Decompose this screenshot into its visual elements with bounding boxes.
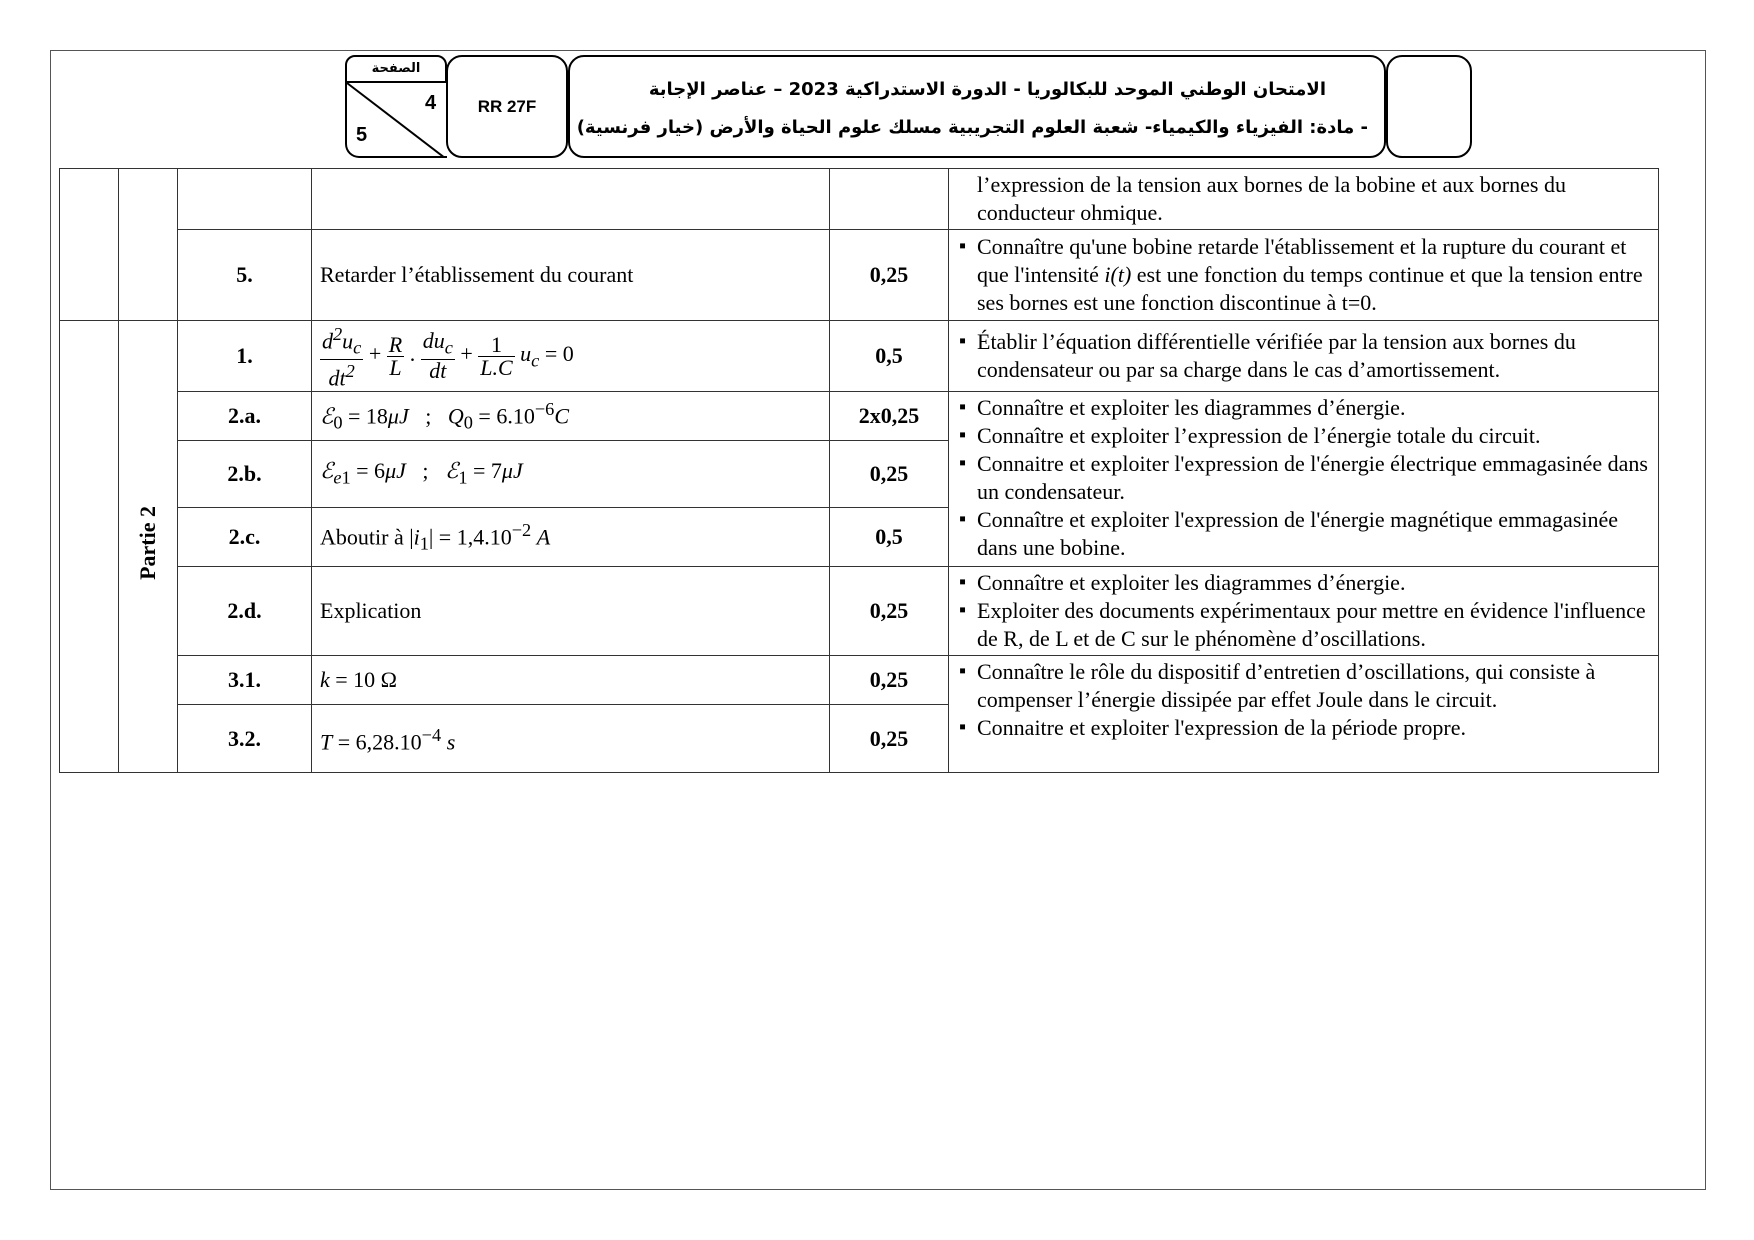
answer-formula: ℰ$_{e1}$ = 6μJ ; ℰ$_1$ = 7μJ bbox=[312, 441, 830, 508]
outer-margin-cell bbox=[60, 321, 119, 773]
page-label: الصفحة bbox=[345, 55, 447, 83]
carry-over-criterion: l’expression de la tension aux bornes de la bobine et aux bornes du conducteur ohmique. bbox=[949, 169, 1659, 230]
answer-formula: k = 10 Ω bbox=[312, 656, 830, 705]
points: 0,25 bbox=[830, 705, 949, 773]
question-number: 1. bbox=[178, 321, 312, 392]
page-total: 5 bbox=[356, 124, 368, 146]
part2-label: Partie 2 bbox=[135, 506, 160, 580]
answer-formula: $T = 6,28.10^{-4}$ s bbox=[312, 705, 830, 773]
exam-title-box bbox=[568, 55, 1386, 158]
criterion-energy-group: ▪ Connaître et exploiter les diagrammes d’énergie. ▪ Connaître et exploiter l’expression de l’énergie totale du circuit. ▪ Connaitre et exploiter l'expression de l'énergie électrique emmagasinée dans un condensateur. ▪ Connaître et exploiter l'expression de l'énergie magnétique emmagasinée dans une bobine. bbox=[949, 392, 1659, 567]
points: 2x0,25 bbox=[830, 392, 949, 441]
answer-text: Explication bbox=[312, 567, 830, 656]
criterion: ▪ Connaître et exploiter les diagrammes d’énergie. ▪ Exploiter des documents expérimentaux pour mettre en évidence l'influence de R, de L et de C sur le phénomène d’oscillations. bbox=[949, 567, 1659, 656]
exam-code-box bbox=[446, 55, 568, 158]
question-number: 2.c. bbox=[178, 508, 312, 567]
answer-formula: ℰ$_0$ = 18μJ ; $Q_0 = 6.10^{-6}C$ bbox=[312, 392, 830, 441]
exam-title-line2: - مادة: الفيزياء والكيمياء- شعبة العلوم التجريبية مسلك علوم الحياة والأرض (خيار فرنسية) bbox=[576, 117, 1368, 138]
points: 0,25 bbox=[830, 441, 949, 508]
exam-title-line1: الامتحان الوطني الموحد للبكالوريا - الدورة الاستدراكية 2023 – عناصر الإجابة bbox=[648, 79, 1326, 100]
part1-label-cell bbox=[119, 169, 178, 321]
outer-margin-cell bbox=[60, 169, 119, 321]
page-current: 4 bbox=[425, 92, 437, 114]
question-number: 2.b. bbox=[178, 441, 312, 508]
points: 0,5 bbox=[830, 508, 949, 567]
answer-text: Retarder l’établissement du courant bbox=[312, 230, 830, 321]
points: 0,5 bbox=[830, 321, 949, 392]
question-number: 5. bbox=[178, 230, 312, 321]
points: 0,25 bbox=[830, 230, 949, 321]
grading-table bbox=[59, 168, 1659, 773]
logo-box bbox=[1386, 55, 1472, 158]
points: 0,25 bbox=[830, 567, 949, 656]
criterion-oscillation-group: ▪ Connaître le rôle du dispositif d’entretien d’oscillations, qui consiste à compenser l’énergie dissipée par effet Joule dans le circuit. ▪ Connaitre et exploiter l'expression de la période propre. bbox=[949, 656, 1659, 773]
part2-label-cell bbox=[119, 321, 178, 773]
question-number: 3.1. bbox=[178, 656, 312, 705]
answer-formula: $\frac{d^2u_c}{dt^2}$ + $\frac{R}{L}$ . $\frac{du_c}{dt}$ + $\frac{1}{L.C}$ $u_c = 0$ bbox=[312, 321, 830, 392]
answer-formula: Aboutir à $|i_1| = 1,4.10^{-2}$ A bbox=[312, 508, 830, 567]
points: 0,25 bbox=[830, 656, 949, 705]
exam-code: RR 27F bbox=[477, 97, 537, 116]
criterion: ▪ Connaître qu'une bobine retarde l'établissement et la rupture du courant et que l'intensité i(t) est une fonction du temps continue et que la tension entre ses bornes est une fonction discontinue à t=0. bbox=[949, 230, 1659, 321]
question-number: 3.2. bbox=[178, 705, 312, 773]
question-number: 2.a. bbox=[178, 392, 312, 441]
question-number: 2.d. bbox=[178, 567, 312, 656]
criterion: ▪ Établir l’équation différentielle vérifiée par la tension aux bornes du condensateur ou par sa charge dans le cas d’amortissement. bbox=[949, 321, 1659, 392]
